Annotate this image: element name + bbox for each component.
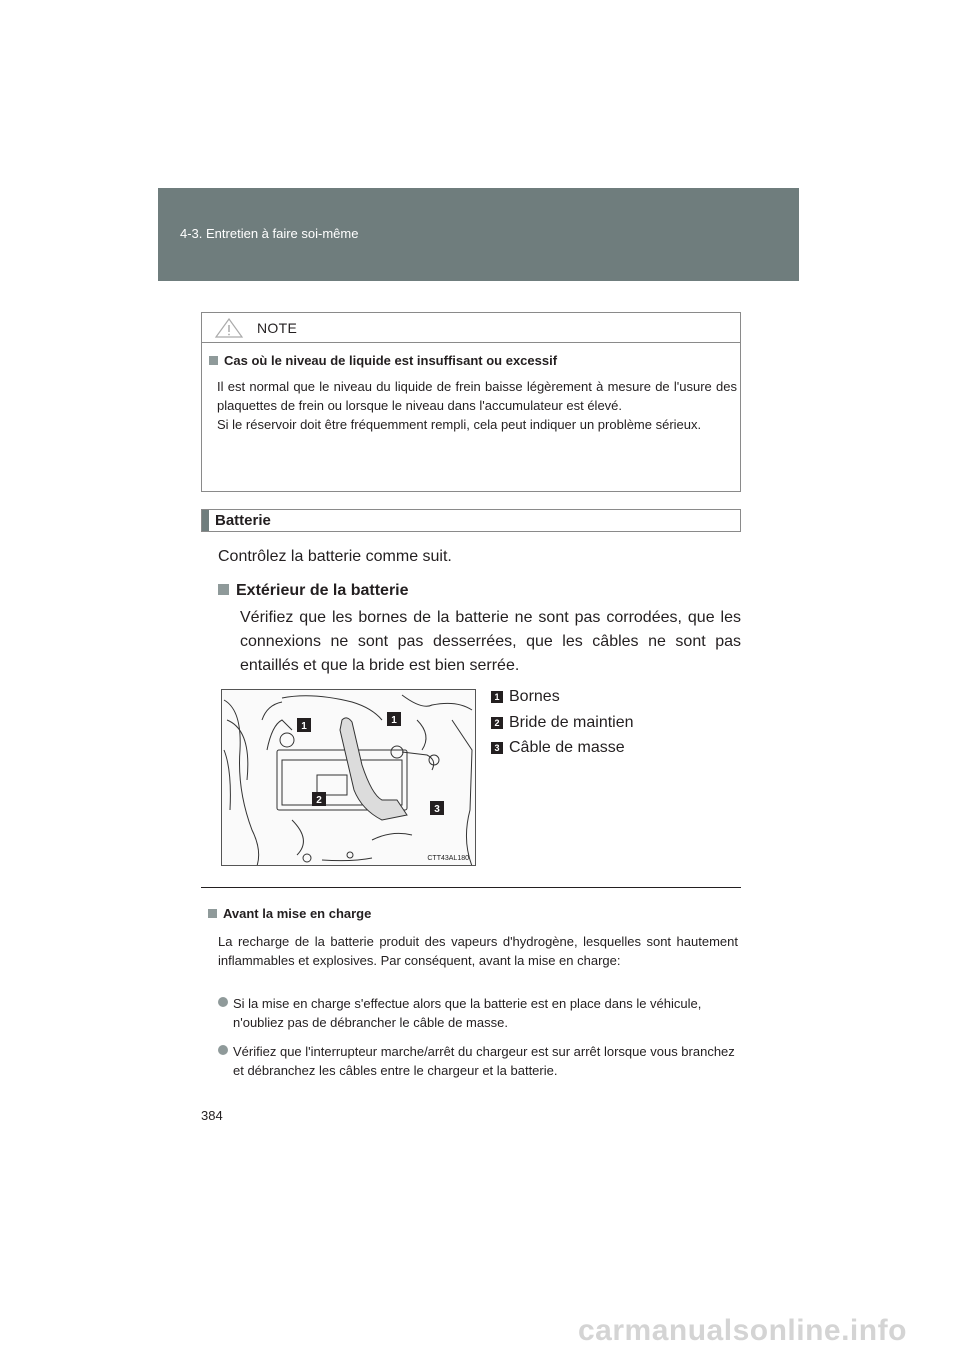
square-bullet-icon xyxy=(208,909,217,918)
number-badge-icon: 2 xyxy=(491,717,503,729)
note-title: NOTE xyxy=(257,320,298,336)
note-subheading-text: Cas où le niveau de liquide est insuffisant ou excessif xyxy=(224,353,558,368)
note-body xyxy=(217,377,737,434)
section-header-title: 4-3. Entretien à faire soi-même xyxy=(180,226,359,241)
callout-number: 2 xyxy=(316,795,322,806)
battery-drawing xyxy=(222,690,476,866)
legend-item xyxy=(491,738,634,764)
exterior-paragraph: Vérifiez que les bornes de la batterie ne sont pas corrodées, que les connexions ne sont pas desserrées, que les câbles ne sont pas entaillés et que la bride est bien serrée. xyxy=(240,609,741,674)
legend-label: Bride de maintien xyxy=(509,713,634,731)
callout-number: 3 xyxy=(434,804,440,815)
charging-paragraph: La recharge de la batterie produit des vapeurs d'hydrogène, lesquelles sont hautement inflammables et explosives. Par conséquent, avant la mise en charge: xyxy=(218,934,738,968)
subheading-exterior xyxy=(218,582,409,600)
section-marker xyxy=(202,510,209,531)
callout-1-right xyxy=(387,712,401,726)
subheading-charging-text: Avant la mise en charge xyxy=(223,906,372,921)
divider xyxy=(201,887,741,888)
callout-3 xyxy=(430,801,444,815)
list-item xyxy=(218,1042,738,1080)
intro-text: Contrôlez la batterie comme suit. xyxy=(218,548,452,565)
note-box xyxy=(201,312,741,492)
note-header xyxy=(202,313,740,343)
note-paragraph: Si le réservoir doit être fréquemment rempli, cela peut indiquer un problème sérieux. xyxy=(217,417,702,432)
section-title: Batterie xyxy=(215,512,271,529)
figure-code: CTT43AL180 xyxy=(427,855,469,862)
battery-illustration xyxy=(221,689,476,866)
subheading-exterior-text: Extérieur de la batterie xyxy=(236,582,409,599)
callout-1-left xyxy=(297,718,311,732)
legend-label: Câble de masse xyxy=(509,739,625,756)
header-band xyxy=(158,188,799,281)
legend-item xyxy=(491,713,634,739)
section-title-bar xyxy=(201,509,741,532)
callout-number: 1 xyxy=(391,715,397,726)
legend-label: Bornes xyxy=(509,688,560,705)
legend-item xyxy=(491,687,634,713)
subheading-charging xyxy=(208,906,371,921)
page-number: 384 xyxy=(201,1108,223,1123)
bullet-dot-icon xyxy=(218,997,228,1007)
bullet-dot-icon xyxy=(218,1045,228,1055)
note-subheading xyxy=(209,353,557,368)
note-paragraph: Il est normal que le niveau du liquide de frein baisse légèrement à mesure de l'usure des plaquettes de frein ou lorsque le niveau dans l'accumulateur est élevé. xyxy=(217,379,737,413)
square-bullet-icon xyxy=(218,584,229,595)
callout-number: 1 xyxy=(301,721,307,732)
warning-triangle-icon xyxy=(214,318,244,338)
figure-legend xyxy=(491,687,634,764)
square-bullet-icon xyxy=(209,356,218,365)
list-item xyxy=(218,994,738,1032)
watermark: carmanualsonline.info xyxy=(578,1314,907,1347)
number-badge-icon: 3 xyxy=(491,742,503,754)
number-badge-icon: 1 xyxy=(491,691,503,703)
bullet-text: Vérifiez que l'interrupteur marche/arrêt du chargeur est sur arrêt lorsque vous branchez et débranchez les câbles entre le chargeur et la batterie. xyxy=(233,1044,735,1078)
bullet-text: Si la mise en charge s'effectue alors que la batterie est en place dans le véhicule, n'oubliez pas de débrancher le câble de masse. xyxy=(233,996,702,1030)
callout-2 xyxy=(312,792,326,806)
